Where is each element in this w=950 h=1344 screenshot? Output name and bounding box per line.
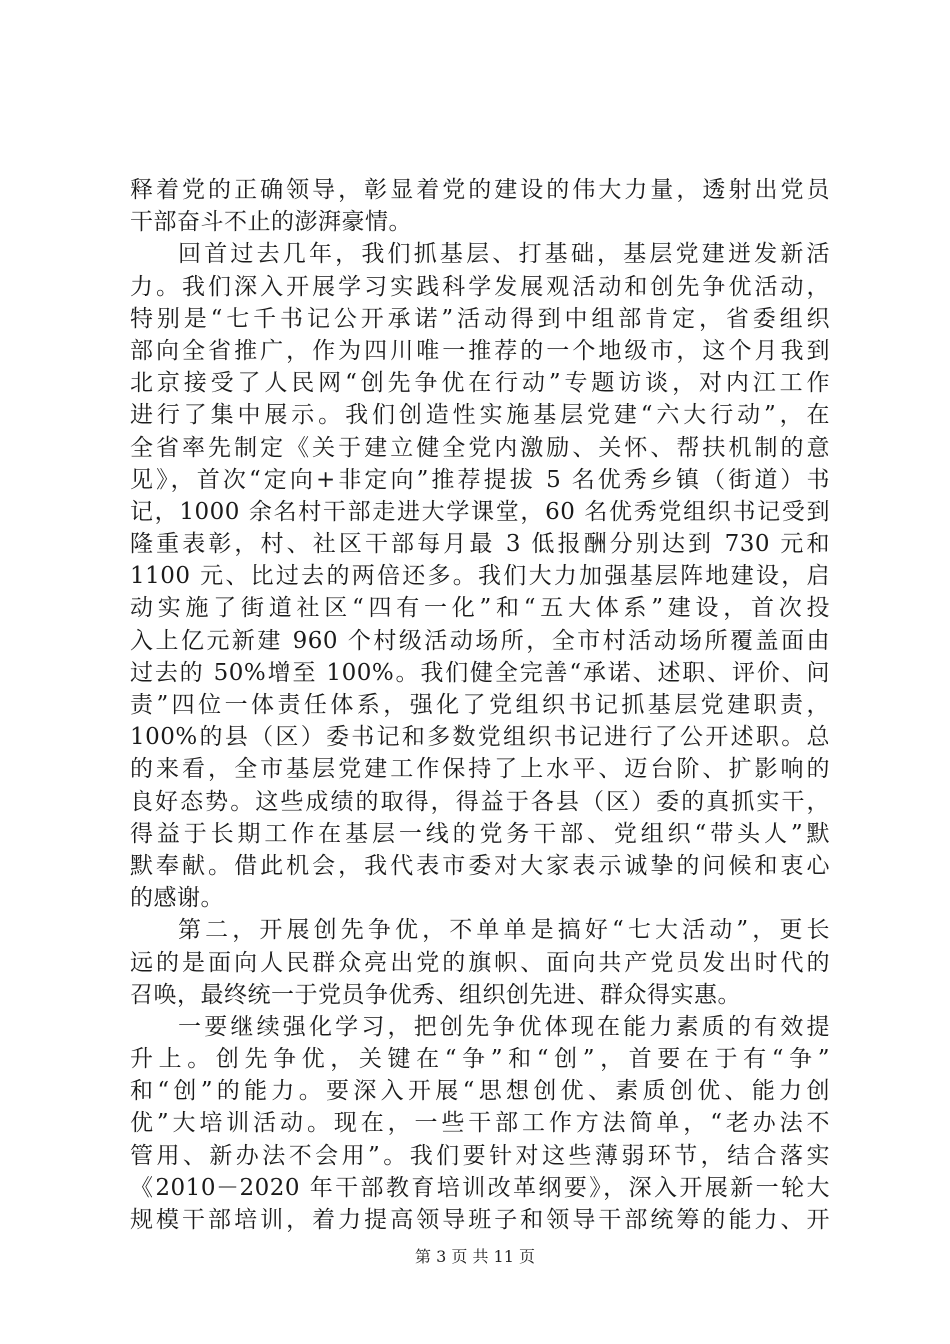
text-line: 默奉献。借此机会，我代表市委对大家表示诚挚的问候和衷心 [130, 852, 830, 879]
text-line: 管用、新办法不会用”。我们要针对这些薄弱环节，结合落实 [130, 1142, 830, 1169]
text-line: 动实施了街道社区“四有一化”和“五大体系”建设，首次投 [130, 595, 830, 622]
text-line: 1100 元、比过去的两倍还多。我们大力加强基层阵地建设，启 [130, 563, 830, 590]
paragraph-start-line: 一要继续强化学习，把创先争优体现在能力素质的有效提 [178, 1013, 830, 1040]
text-line: 入上亿元新建 960 个村级活动场所，全市村活动场所覆盖面由 [130, 627, 830, 654]
text-line: 进行了集中展示。我们创造性实施基层党建“六大行动”，在 [130, 402, 830, 429]
text-line: 良好态势。这些成绩的取得，得益于各县（区）委的真抓实干， [130, 788, 830, 815]
paragraph-start-line: 第二，开展创先争优，不单单是搞好“七大活动”，更长 [178, 917, 830, 944]
document-body [130, 174, 830, 1236]
text-line: 和“创”的能力。要深入开展“思想创优、素质创优、能力创 [130, 1078, 830, 1105]
text-line: 特别是“七千书记公开承诺”活动得到中组部肯定，省委组织 [130, 305, 830, 332]
text-line: 得益于长期工作在基层一线的党务干部、党组织“带头人”默 [130, 820, 830, 847]
text-line: 远的是面向人民群众亮出党的旗帜、面向共产党员发出时代的 [130, 949, 830, 976]
text-line: 规模干部培训，着力提高领导班子和领导干部统筹的能力、开 [130, 1207, 830, 1233]
paragraph-start-line: 回首过去几年，我们抓基层、打基础，基层党建迸发新活 [178, 241, 830, 268]
text-line: 部向全省推广，作为四川唯一推荐的一个地级市，这个月我到 [130, 337, 830, 364]
page-number-footer: 第 3 页 共 11 页 [415, 1247, 535, 1266]
text-line: 的来看，全市基层党建工作保持了上水平、迈台阶、扩影响的 [130, 756, 830, 783]
text-line: 过去的 50%增至 100%。我们健全完善“承诺、述职、评价、问 [130, 659, 830, 686]
text-line: 召唤，最终统一于党员争优秀、组织创先进、群众得实惠。 [130, 981, 741, 1008]
text-line: 见》，首次“定向+非定向”推荐提拔 5 名优秀乡镇（街道）书 [130, 466, 830, 493]
text-line: 全省率先制定《关于建立健全党内激励、关怀、帮扶机制的意 [130, 434, 830, 461]
text-line: 责”四位一体责任体系，强化了党组织书记抓基层党建职责， [130, 692, 830, 718]
text-line: 100%的县（区）委书记和多数党组织书记进行了公开述职。总 [130, 724, 830, 751]
text-line: 力。我们深入开展学习实践科学发展观活动和创先争优活动， [130, 273, 830, 300]
text-line: 优”大培训活动。现在，一些干部工作方法简单，“老办法不 [130, 1110, 830, 1137]
text-line: 记，1000 余名村干部走进大学课堂，60 名优秀党组织书记受到 [130, 498, 830, 525]
text-line: 《2010－2020 年干部教育培训改革纲要》，深入开展新一轮大 [130, 1174, 830, 1201]
text-line: 释着党的正确领导，彰显着党的建设的伟大力量，透射出党员 [130, 177, 830, 203]
text-line: 干部奋斗不止的澎湃豪情。 [130, 209, 412, 236]
text-line: 北京接受了人民网“创先争优在行动”专题访谈，对内江工作 [130, 370, 830, 397]
text-line: 升上。创先争优，关键在“争”和“创”，首要在于有“争” [130, 1046, 830, 1073]
text-line: 的感谢。 [130, 885, 224, 912]
text-line: 隆重表彰，村、社区干部每月最 3 低报酬分别达到 730 元和 [130, 531, 830, 558]
